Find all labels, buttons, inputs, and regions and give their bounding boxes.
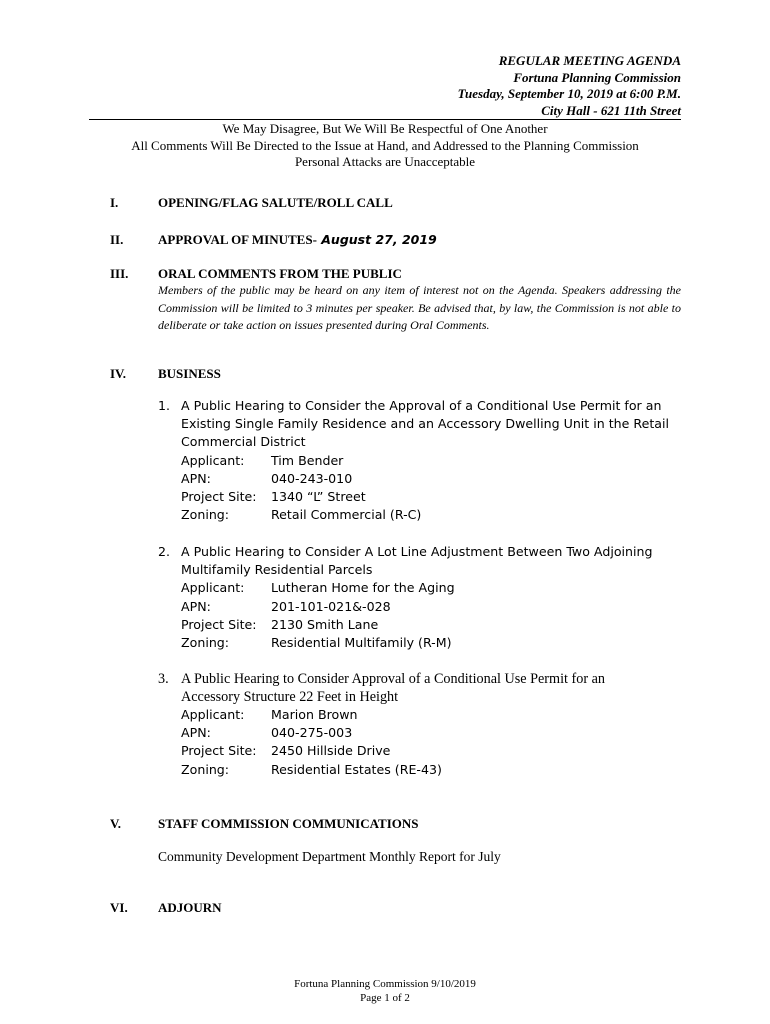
applicant-label: Applicant:: [181, 580, 245, 596]
section-numeral: II.: [110, 232, 124, 247]
item-title-line: Existing Single Family Residence and an Accessory Dwelling Unit in the Retail: [181, 416, 669, 432]
applicant-label: Applicant:: [181, 452, 245, 468]
agenda-header: [458, 53, 681, 119]
section-numeral: IV.: [110, 366, 127, 381]
staff-report-text: Community Development Department Monthly Report for July: [158, 849, 501, 864]
item-title-line: A Public Hearing to Consider the Approval of a Conditional Use Permit for an: [181, 398, 662, 413]
applicant-label: Applicant:: [181, 707, 245, 722]
applicant-value: Lutheran Home for the Aging: [271, 580, 455, 596]
applicant-row: [181, 452, 683, 470]
applicant-row: [181, 706, 683, 724]
apn-row: [181, 470, 683, 488]
apn-label: APN:: [181, 725, 211, 741]
apn-value: 201-101-021&-028: [271, 598, 391, 614]
applicant-value: Tim Bender: [271, 452, 344, 468]
site-row: [181, 742, 683, 760]
item-title-line: A Public Hearing to Consider A Lot Line Adjustment Between Two Adjoining: [181, 544, 653, 559]
section-title: BUSINESS: [158, 366, 221, 381]
site-value: 2130 Smith Lane: [271, 616, 379, 632]
item-number: 1.: [158, 398, 171, 413]
item-title-line: Commercial District: [181, 434, 306, 450]
apn-value: 040-275-003: [271, 725, 353, 741]
agenda-title: REGULAR MEETING AGENDA: [498, 53, 681, 68]
section-numeral: VI.: [110, 900, 128, 915]
item-title-line: A Public Hearing to Consider Approval of a Conditional Use Permit for an: [181, 671, 605, 687]
apn-value: 040-243-010: [271, 470, 353, 486]
zoning-value: Residential Estates (RE-43): [271, 761, 442, 777]
section-title: [158, 231, 437, 248]
footer-commission-date: Fortuna Planning Commission 9/10/2019: [294, 978, 476, 990]
item-number: 3.: [158, 671, 169, 687]
site-label: Project Site:: [181, 489, 257, 505]
page-number: Page 1 of 2: [360, 992, 410, 1004]
zoning-row: [181, 761, 683, 779]
conduct-statement: [89, 121, 681, 171]
item-number: 2.: [158, 544, 171, 559]
site-value: 1340 “L” Street: [271, 489, 366, 505]
header-divider: [89, 119, 681, 120]
section-title: ORAL COMMENTS FROM THE PUBLIC: [158, 266, 402, 281]
applicant-value: Marion Brown: [271, 707, 358, 722]
site-row: [181, 616, 683, 634]
section-numeral: I.: [110, 195, 119, 210]
site-label: Project Site:: [181, 616, 257, 632]
minutes-date: August 27, 2019: [316, 232, 437, 247]
item-title-line: Multifamily Residential Parcels: [181, 562, 373, 578]
business-item: [158, 670, 683, 706]
zoning-label: Zoning:: [181, 761, 230, 777]
meeting-location: City Hall - 621 11th Street: [541, 102, 681, 118]
conduct-line: We May Disagree, But We Will Be Respectful of One Another: [222, 121, 548, 136]
section-title: OPENING/FLAG SALUTE/ROLL CALL: [158, 195, 393, 210]
section-title: ADJOURN: [158, 900, 222, 915]
zoning-value: Retail Commercial (R-C): [271, 507, 422, 523]
zoning-value: Residential Multifamily (R-M): [271, 635, 452, 651]
site-value: 2450 Hillside Drive: [271, 743, 391, 759]
site-row: [181, 488, 683, 506]
meeting-date: Tuesday, September 10, 2019 at 6:00 P.M.: [457, 86, 681, 101]
apn-row: [181, 724, 683, 742]
apn-label: APN:: [181, 470, 211, 486]
zoning-row: [181, 506, 683, 524]
section-title-text: APPROVAL OF MINUTES-: [158, 232, 317, 247]
business-item: [158, 397, 683, 524]
section-numeral: III.: [110, 266, 129, 281]
conduct-line: Personal Attacks are Unacceptable: [294, 154, 476, 169]
zoning-label: Zoning:: [181, 507, 230, 523]
zoning-label: Zoning:: [181, 635, 230, 651]
apn-row: [181, 598, 683, 616]
page-footer: [0, 977, 770, 1005]
section-numeral: V.: [110, 816, 121, 831]
section-title: STAFF COMMISSION COMMUNICATIONS: [158, 816, 419, 831]
oral-comments-text: Members of the public may be heard on any item of interest not on the Agenda. Speakers addressing the Commission will be limited to 3 minutes per speaker. Be advised that, by law, the Commission is not able to deliberate or take action on issues presented during Oral Comments.: [158, 283, 681, 332]
commission-name: Fortuna Planning Commission: [513, 69, 681, 85]
applicant-row: [181, 579, 683, 597]
business-item: [158, 543, 683, 652]
business-item-details: [158, 706, 683, 779]
item-title-line: Accessory Structure 22 Feet in Height: [181, 689, 399, 706]
apn-label: APN:: [181, 598, 211, 614]
zoning-row: [181, 634, 683, 652]
site-label: Project Site:: [181, 743, 257, 759]
conduct-line: All Comments Will Be Directed to the Issue at Hand, and Addressed to the Planning Commission: [131, 137, 639, 153]
